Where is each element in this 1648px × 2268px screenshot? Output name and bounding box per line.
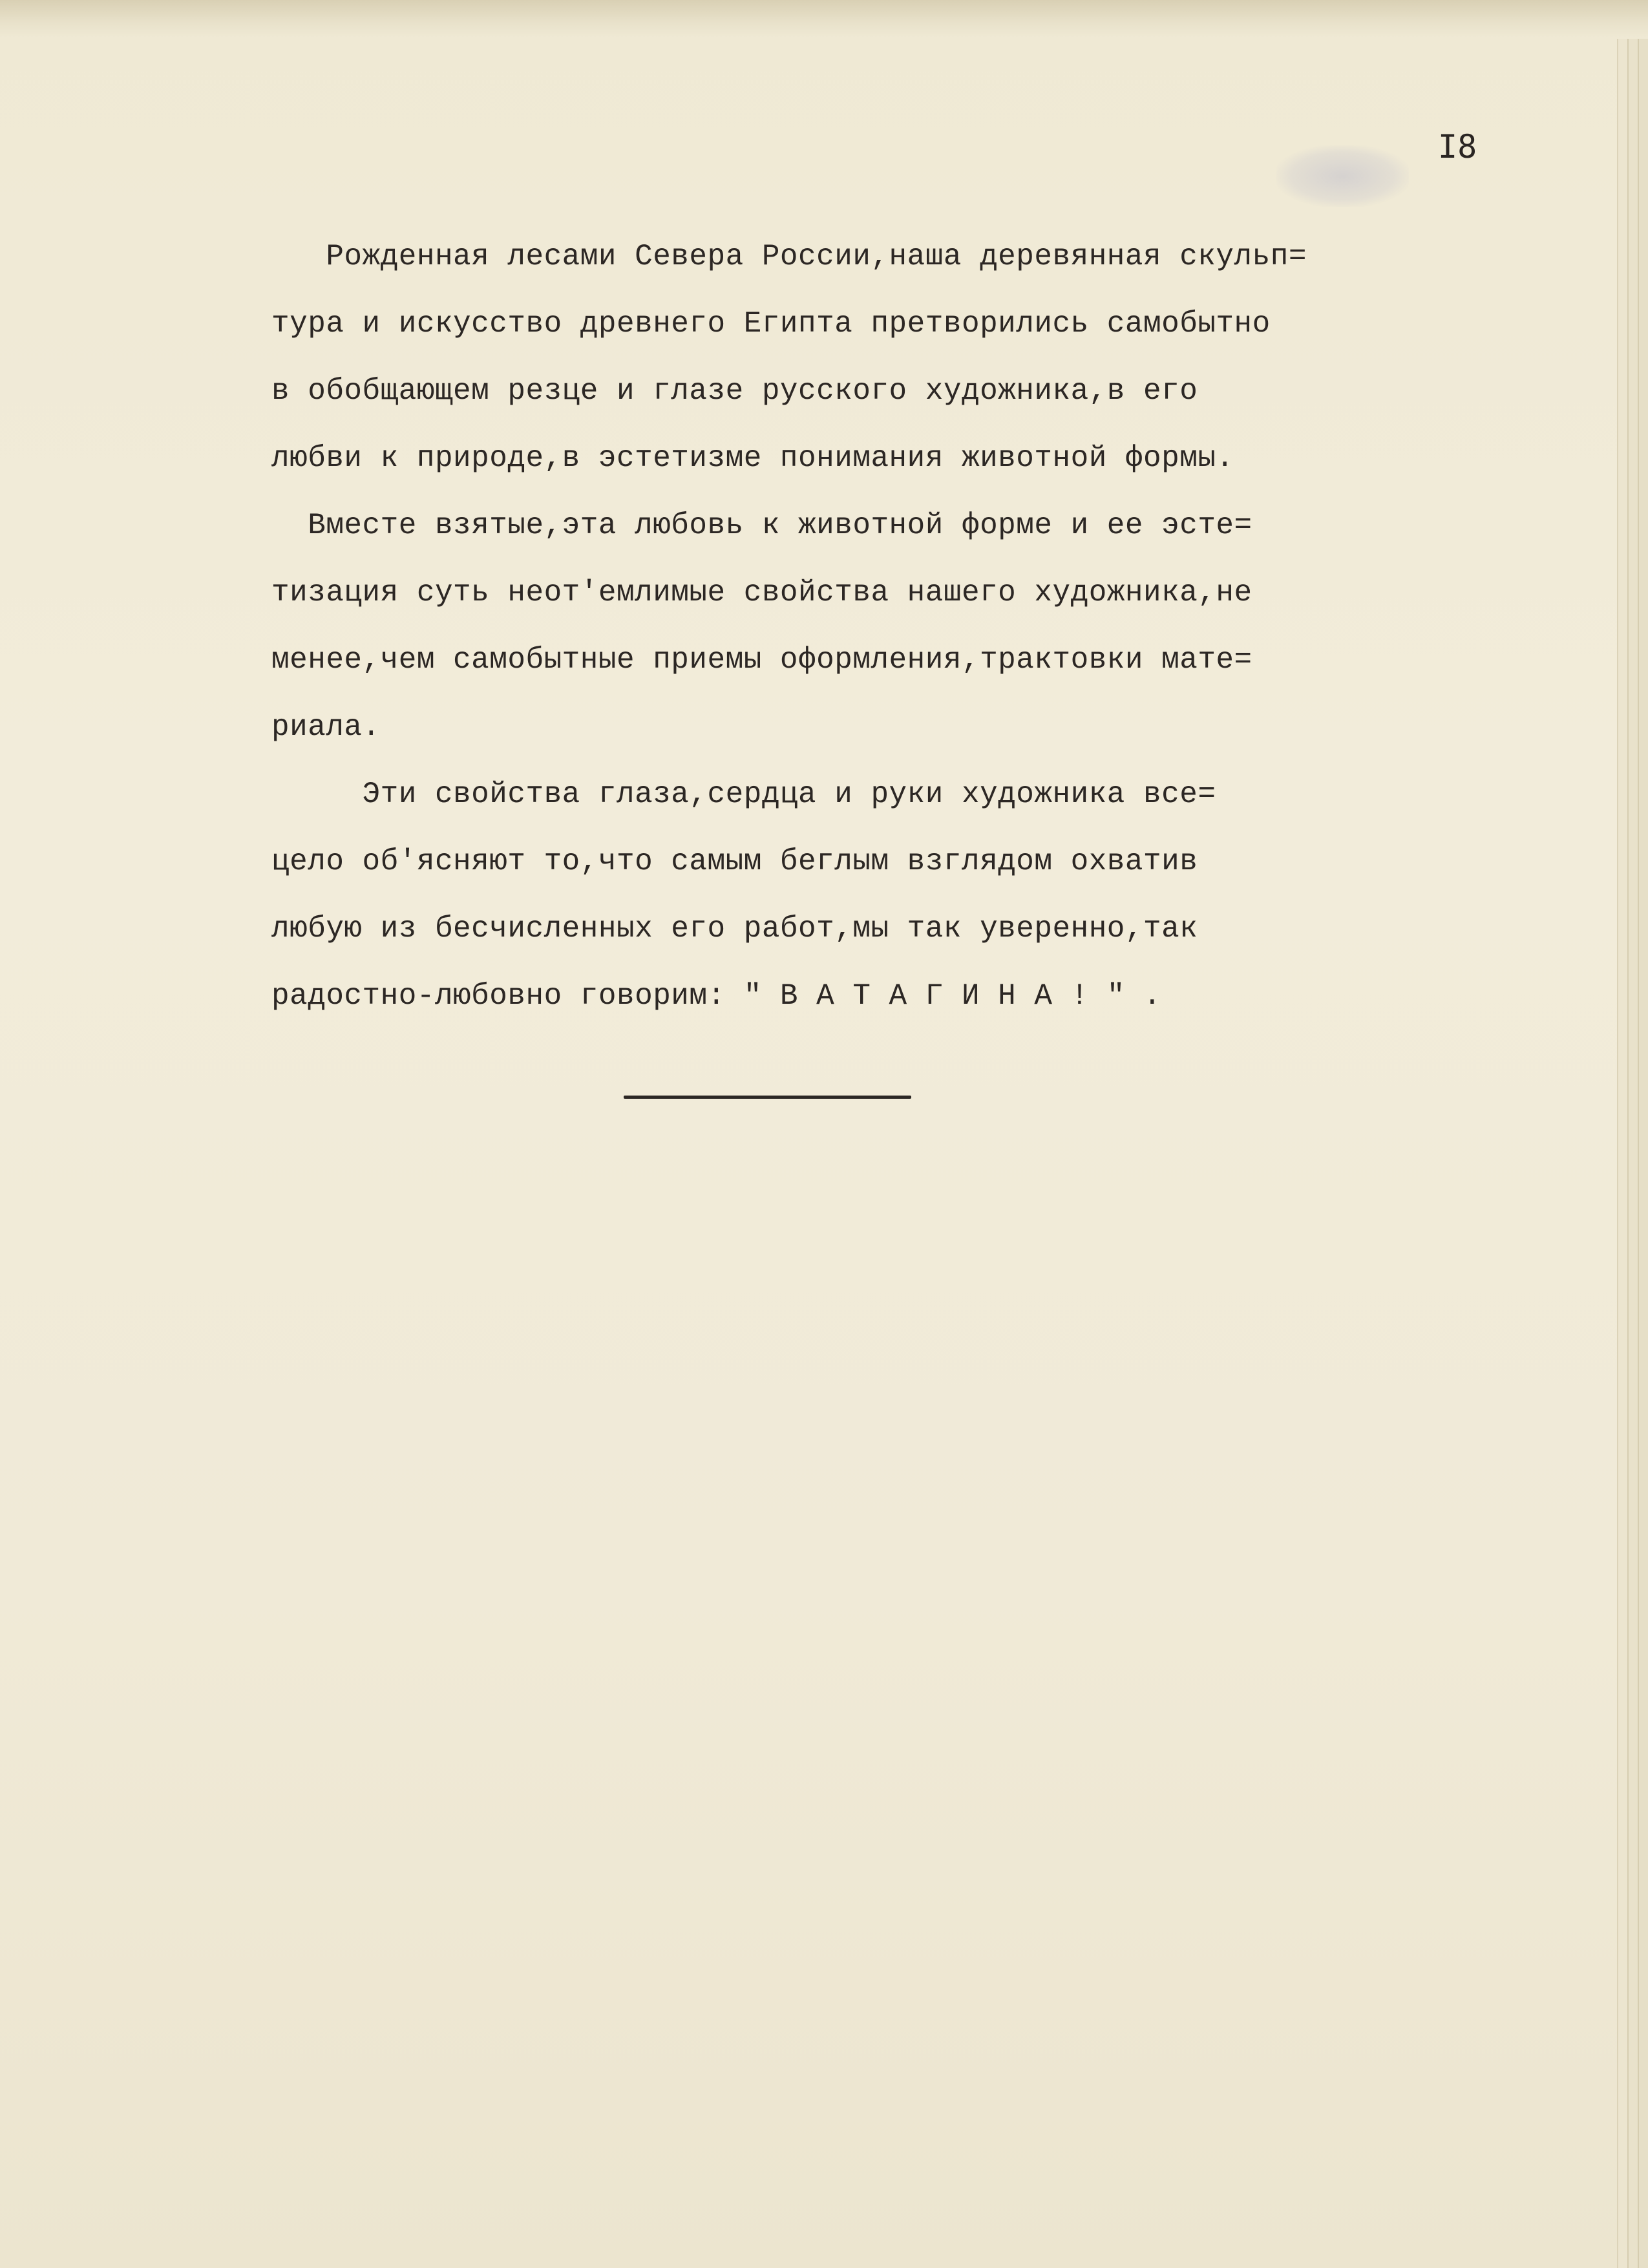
text-line: цело об'ясняют то,что самым беглым взглядом охватив — [271, 845, 1198, 878]
closing-divider-line — [624, 1096, 911, 1099]
text-line: любви к природе,в эстетизме понимания животной формы. — [271, 441, 1234, 475]
text-line: Рожденная лесами Севера России,наша деревянная скульп= — [271, 240, 1307, 273]
faded-stamp — [1276, 145, 1409, 207]
text-line: радостно-любовно говорим: " В А Т А Г И Н А ! " . — [271, 979, 1162, 1013]
sheet-edge — [1638, 39, 1648, 2268]
page-number: I8 — [1438, 128, 1477, 165]
top-fold — [0, 0, 1648, 37]
text-line: риала. — [271, 710, 381, 744]
text-line: в обобщающем резце и глазе русского художника,в его — [271, 374, 1198, 408]
text-line: тизация суть неот'емлимые свойства нашего художника,не — [271, 576, 1252, 609]
text-line: Эти свойства глаза,сердца и руки художника все= — [271, 778, 1216, 811]
text-line: тура и искусство древнего Египта претворились самобытно — [271, 307, 1271, 341]
text-line: любую из бесчисленных его работ,мы так уверенно,так — [271, 912, 1198, 946]
text-line: менее,чем самобытные приемы оформления,трактовки мате= — [271, 643, 1252, 677]
sheet-edge — [1627, 39, 1638, 2268]
sheet-edge — [1617, 39, 1627, 2268]
typewritten-text — [271, 223, 1499, 1030]
text-line: Вместе взятые,эта любовь к животной форме и ее эсте= — [271, 509, 1252, 542]
